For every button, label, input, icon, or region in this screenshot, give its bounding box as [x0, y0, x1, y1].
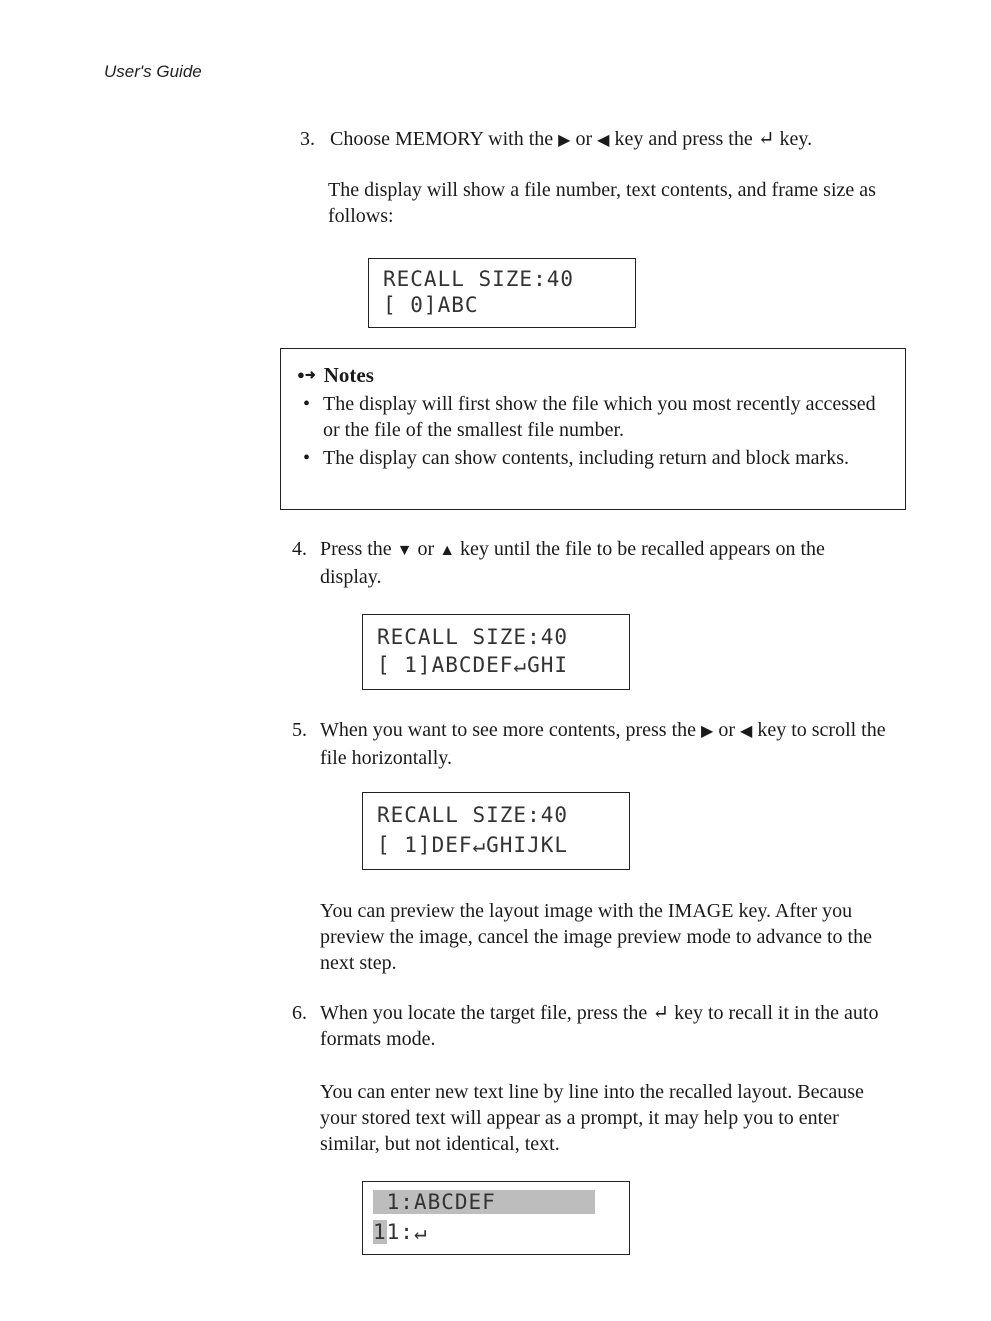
return-key-icon: ↵ — [652, 1002, 670, 1024]
lcd-line-2: [ 0]ABC — [383, 293, 479, 317]
step-number: 6. — [292, 1002, 307, 1024]
right-arrow-icon: ▶ — [701, 723, 714, 740]
left-arrow-icon: ◀ — [597, 132, 610, 149]
notes-box: ●➜ Notes • The display will first show the file which you most recently accessed or the file of the smallest file number. • The display can show contents, including return and block marks. — [280, 348, 906, 510]
page-header: User's Guide — [104, 62, 202, 81]
lcd-line-2: [ 1]DEF↵GHIJKL — [377, 833, 569, 857]
up-arrow-icon: ▲ — [439, 542, 456, 559]
lcd-display-2 — [362, 614, 630, 690]
lcd-display-3 — [362, 792, 630, 870]
step-6-followup: You can enter new text line by line into the recalled layout. Because your stored text will appear as a prompt, it may help you to enter similar, but not identical, text. — [320, 1081, 864, 1155]
bullet-icon: • — [303, 393, 311, 415]
lcd-line-1: 1:ABCDEF — [373, 1190, 595, 1214]
lcd-line-1: RECALL SIZE:40 — [377, 803, 569, 827]
step-number: 4. — [292, 538, 307, 560]
step-number: 5. — [292, 719, 307, 741]
step-5-followup: You can preview the layout image with the IMAGE key. After you preview the image, cancel the image preview mode to advance to the next step. — [320, 900, 872, 974]
down-arrow-icon: ▼ — [396, 542, 413, 559]
lcd-display-4 — [362, 1181, 630, 1255]
notes-arrow-icon: ●➜ — [297, 367, 316, 382]
cursor-block: 1 — [373, 1220, 387, 1244]
step-3-followup: The display will show a file number, text contents, and frame size as follows: — [328, 179, 876, 227]
bullet-icon: • — [303, 447, 311, 469]
notes-title: ●➜ Notes — [297, 363, 374, 387]
lcd-line-1: RECALL SIZE:40 — [383, 267, 575, 291]
right-arrow-icon: ▶ — [558, 132, 571, 149]
left-arrow-icon: ◀ — [740, 723, 753, 740]
step-number: 3. — [300, 128, 315, 150]
lcd-line-2: 11:↵ — [373, 1220, 428, 1244]
lcd-line-1: RECALL SIZE:40 — [377, 625, 569, 649]
lcd-display-1 — [368, 258, 636, 328]
return-key-icon: ↵ — [757, 128, 775, 150]
lcd-line-2: [ 1]ABCDEF↵GHI — [377, 653, 569, 677]
